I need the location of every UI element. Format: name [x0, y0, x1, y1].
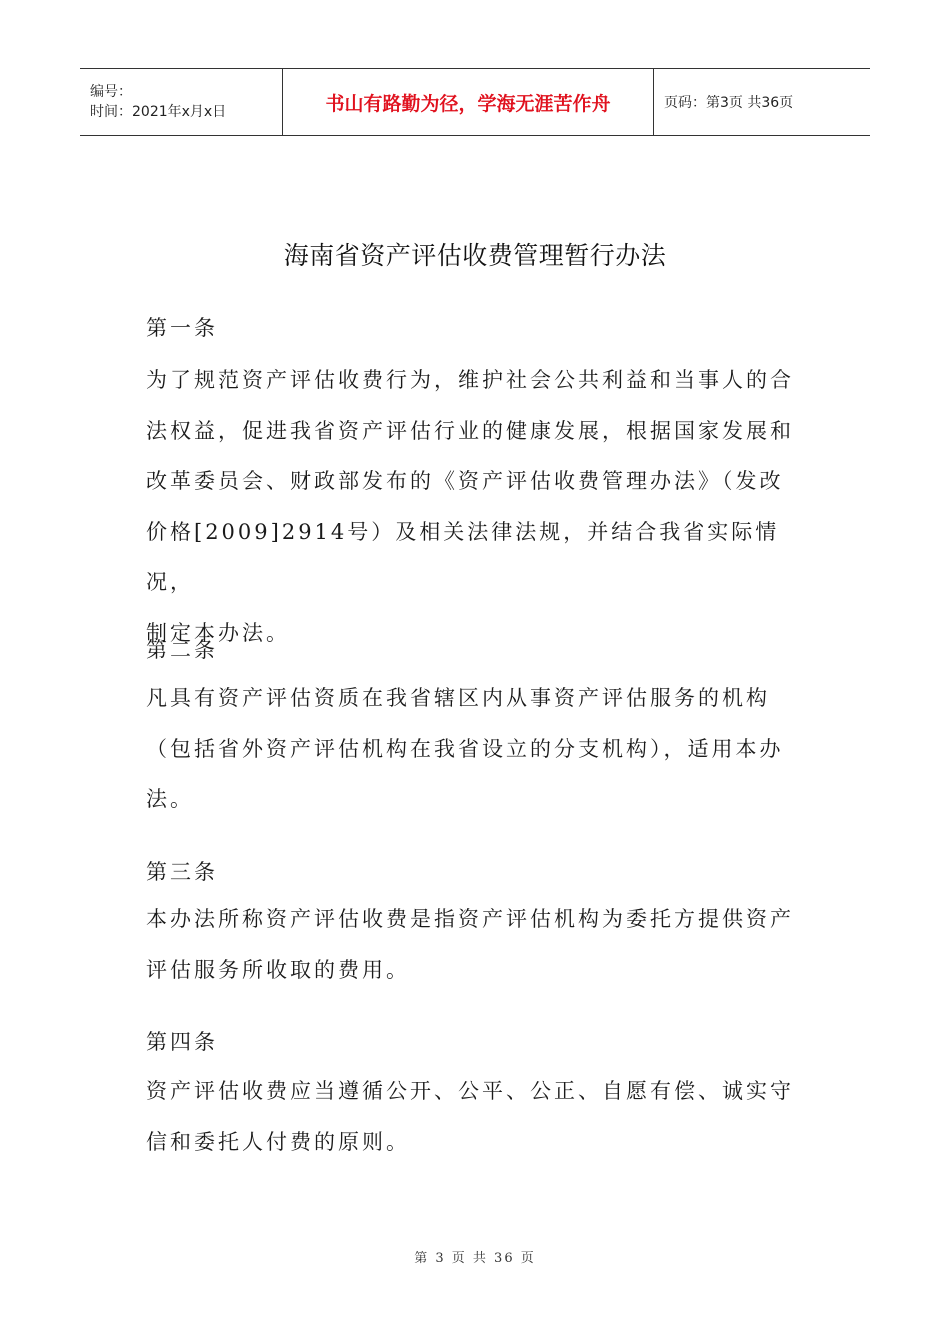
article-body-2	[146, 673, 796, 825]
header-motto: 书山有路勤为径，学海无涯苦作舟	[325, 92, 611, 115]
header-meta-cell	[80, 69, 282, 135]
article-line: （包括省外资产评估机构在我省设立的分支机构），适用本办	[146, 736, 784, 761]
header-page-label: 页码：第3页 共36页	[664, 95, 794, 111]
article-body-4	[146, 1066, 796, 1167]
article-line: 价格[2009]2914号）及相关法律法规，并结合我省实际情况，	[146, 519, 780, 594]
article-line: 法。	[146, 787, 194, 811]
article-heading-4: 第四条	[146, 1030, 218, 1054]
article-heading-1: 第一条	[146, 316, 218, 340]
article-line: 为了规范资产评估收费行为，维护社会公共利益和当事人的合	[146, 368, 794, 392]
article-line: 信和委托人付费的原则。	[146, 1129, 410, 1154]
article-body-1	[146, 355, 796, 658]
document-title: 海南省资产评估收费管理暂行办法	[283, 241, 667, 270]
article-line: 本办法所称资产评估收费是指资产评估机构为委托方提供资产	[146, 907, 794, 931]
article-heading-3: 第三条	[146, 860, 218, 884]
header-date-label: 时间：2021年x月x日	[90, 104, 227, 120]
header-number-label: 编号：	[90, 84, 132, 100]
page-footer: 第 3 页 共 36 页	[414, 1251, 536, 1266]
article-line: 凡具有资产评估资质在我省辖区内从事资产评估服务的机构	[146, 686, 770, 710]
article-heading-2: 第二条	[146, 638, 218, 662]
article-line: 制定本办法。	[146, 620, 290, 645]
article-line: 资产评估收费应当遵循公开、公平、公正、自愿有偿、诚实守	[146, 1079, 794, 1103]
article-line: 改革委员会、财政部发布的《资产评估收费管理办法》（发改	[146, 469, 784, 493]
header-page-cell	[654, 69, 870, 135]
article-line: 法权益，促进我省资产评估行业的健康发展，根据国家发展和	[146, 418, 794, 443]
header-motto-cell	[282, 69, 654, 135]
article-body-3	[146, 894, 796, 995]
article-line: 评估服务所收取的费用。	[146, 957, 410, 982]
page-header	[80, 68, 870, 136]
